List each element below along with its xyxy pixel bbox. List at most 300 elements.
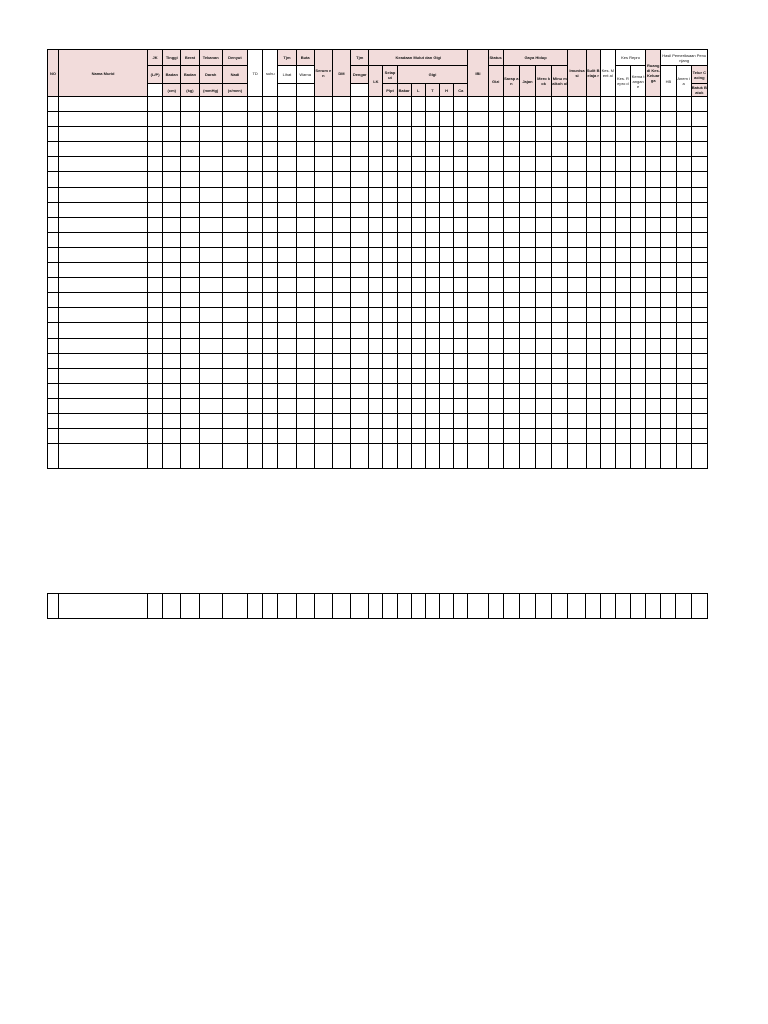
table-cell[interactable] <box>586 202 600 217</box>
table-cell[interactable] <box>519 368 535 383</box>
table-cell[interactable] <box>383 323 397 338</box>
table-cell[interactable] <box>440 444 454 469</box>
table-cell[interactable] <box>519 247 535 262</box>
table-cell[interactable] <box>296 594 314 619</box>
table-cell[interactable] <box>615 293 630 308</box>
table-cell[interactable] <box>488 429 503 444</box>
table-cell[interactable] <box>59 202 148 217</box>
table-cell[interactable] <box>646 142 661 157</box>
table-cell[interactable] <box>615 217 630 232</box>
table-cell[interactable] <box>552 157 568 172</box>
table-cell[interactable] <box>397 202 411 217</box>
table-cell[interactable] <box>586 293 600 308</box>
table-cell[interactable] <box>440 187 454 202</box>
table-cell[interactable] <box>296 187 314 202</box>
table-cell[interactable] <box>600 202 615 217</box>
table-cell[interactable] <box>676 232 691 247</box>
table-cell[interactable] <box>397 263 411 278</box>
table-cell[interactable] <box>552 97 568 112</box>
table-cell[interactable] <box>314 338 332 353</box>
table-cell[interactable] <box>661 157 676 172</box>
table-cell[interactable] <box>631 247 646 262</box>
table-cell[interactable] <box>468 127 488 142</box>
table-cell[interactable] <box>586 97 600 112</box>
table-cell[interactable] <box>148 383 163 398</box>
table-cell[interactable] <box>248 444 263 469</box>
table-cell[interactable] <box>676 127 691 142</box>
table-cell[interactable] <box>314 323 332 338</box>
table-cell[interactable] <box>222 142 247 157</box>
table-cell[interactable] <box>488 353 503 368</box>
table-cell[interactable] <box>676 338 691 353</box>
table-cell[interactable] <box>163 413 181 428</box>
table-cell[interactable] <box>646 398 661 413</box>
table-cell[interactable] <box>383 232 397 247</box>
table-cell[interactable] <box>488 232 503 247</box>
table-cell[interactable] <box>369 247 383 262</box>
table-cell[interactable] <box>586 172 600 187</box>
table-cell[interactable] <box>615 97 630 112</box>
table-cell[interactable] <box>397 293 411 308</box>
table-cell[interactable] <box>59 368 148 383</box>
table-cell[interactable] <box>676 142 691 157</box>
table-cell[interactable] <box>411 97 425 112</box>
table-cell[interactable] <box>199 444 222 469</box>
table-cell[interactable] <box>314 278 332 293</box>
table-cell[interactable] <box>503 187 519 202</box>
table-cell[interactable] <box>48 308 59 323</box>
table-cell[interactable] <box>369 323 383 338</box>
table-cell[interactable] <box>691 338 707 353</box>
table-cell[interactable] <box>48 594 59 619</box>
table-cell[interactable] <box>222 217 247 232</box>
table-cell[interactable] <box>600 594 615 619</box>
table-cell[interactable] <box>691 232 707 247</box>
table-cell[interactable] <box>148 323 163 338</box>
table-cell[interactable] <box>263 112 278 127</box>
table-cell[interactable] <box>351 142 369 157</box>
table-cell[interactable] <box>488 247 503 262</box>
table-cell[interactable] <box>351 398 369 413</box>
table-cell[interactable] <box>488 413 503 428</box>
table-cell[interactable] <box>48 97 59 112</box>
table-cell[interactable] <box>199 232 222 247</box>
table-cell[interactable] <box>552 368 568 383</box>
table-cell[interactable] <box>586 323 600 338</box>
table-cell[interactable] <box>646 263 661 278</box>
table-cell[interactable] <box>568 323 586 338</box>
table-cell[interactable] <box>661 217 676 232</box>
table-cell[interactable] <box>503 429 519 444</box>
table-cell[interactable] <box>59 263 148 278</box>
table-cell[interactable] <box>454 172 468 187</box>
table-cell[interactable] <box>199 247 222 262</box>
table-cell[interactable] <box>691 263 707 278</box>
table-cell[interactable] <box>631 97 646 112</box>
table-cell[interactable] <box>411 293 425 308</box>
table-cell[interactable] <box>332 338 350 353</box>
table-cell[interactable] <box>631 293 646 308</box>
table-cell[interactable] <box>397 353 411 368</box>
table-cell[interactable] <box>468 368 488 383</box>
table-cell[interactable] <box>222 97 247 112</box>
table-cell[interactable] <box>454 142 468 157</box>
table-cell[interactable] <box>369 97 383 112</box>
table-cell[interactable] <box>296 293 314 308</box>
table-cell[interactable] <box>148 293 163 308</box>
table-cell[interactable] <box>263 187 278 202</box>
table-cell[interactable] <box>148 444 163 469</box>
table-cell[interactable] <box>425 202 439 217</box>
table-cell[interactable] <box>425 142 439 157</box>
table-cell[interactable] <box>661 429 676 444</box>
table-cell[interactable] <box>199 429 222 444</box>
table-cell[interactable] <box>248 278 263 293</box>
table-cell[interactable] <box>397 157 411 172</box>
table-cell[interactable] <box>383 278 397 293</box>
table-cell[interactable] <box>488 444 503 469</box>
table-cell[interactable] <box>425 323 439 338</box>
table-cell[interactable] <box>314 232 332 247</box>
table-cell[interactable] <box>676 383 691 398</box>
table-cell[interactable] <box>503 157 519 172</box>
table-cell[interactable] <box>552 247 568 262</box>
table-cell[interactable] <box>383 429 397 444</box>
table-cell[interactable] <box>691 127 707 142</box>
table-cell[interactable] <box>278 232 296 247</box>
table-cell[interactable] <box>425 338 439 353</box>
table-cell[interactable] <box>568 293 586 308</box>
table-cell[interactable] <box>568 127 586 142</box>
table-cell[interactable] <box>314 293 332 308</box>
table-cell[interactable] <box>676 217 691 232</box>
table-cell[interactable] <box>691 172 707 187</box>
table-cell[interactable] <box>676 157 691 172</box>
table-cell[interactable] <box>397 142 411 157</box>
table-cell[interactable] <box>646 368 661 383</box>
table-cell[interactable] <box>278 97 296 112</box>
table-cell[interactable] <box>488 263 503 278</box>
table-cell[interactable] <box>222 413 247 428</box>
table-cell[interactable] <box>661 202 676 217</box>
table-cell[interactable] <box>615 187 630 202</box>
table-cell[interactable] <box>59 142 148 157</box>
table-cell[interactable] <box>263 594 278 619</box>
table-cell[interactable] <box>631 323 646 338</box>
table-cell[interactable] <box>519 202 535 217</box>
table-cell[interactable] <box>503 142 519 157</box>
table-cell[interactable] <box>468 293 488 308</box>
table-cell[interactable] <box>296 323 314 338</box>
table-cell[interactable] <box>691 429 707 444</box>
table-cell[interactable] <box>48 112 59 127</box>
table-cell[interactable] <box>440 323 454 338</box>
table-cell[interactable] <box>296 413 314 428</box>
table-cell[interactable] <box>691 308 707 323</box>
table-cell[interactable] <box>222 338 247 353</box>
table-cell[interactable] <box>586 232 600 247</box>
table-cell[interactable] <box>248 413 263 428</box>
table-cell[interactable] <box>248 232 263 247</box>
table-cell[interactable] <box>691 368 707 383</box>
table-cell[interactable] <box>369 429 383 444</box>
table-cell[interactable] <box>148 398 163 413</box>
table-cell[interactable] <box>454 413 468 428</box>
table-cell[interactable] <box>199 142 222 157</box>
table-cell[interactable] <box>631 112 646 127</box>
table-cell[interactable] <box>454 383 468 398</box>
table-cell[interactable] <box>488 157 503 172</box>
table-cell[interactable] <box>468 413 488 428</box>
table-cell[interactable] <box>488 217 503 232</box>
table-cell[interactable] <box>691 323 707 338</box>
table-cell[interactable] <box>615 127 630 142</box>
table-cell[interactable] <box>568 308 586 323</box>
table-cell[interactable] <box>411 383 425 398</box>
table-cell[interactable] <box>314 263 332 278</box>
table-cell[interactable] <box>568 353 586 368</box>
table-cell[interactable] <box>535 594 551 619</box>
table-cell[interactable] <box>691 383 707 398</box>
table-cell[interactable] <box>397 398 411 413</box>
table-cell[interactable] <box>646 97 661 112</box>
table-cell[interactable] <box>296 338 314 353</box>
table-cell[interactable] <box>59 323 148 338</box>
table-cell[interactable] <box>369 368 383 383</box>
table-cell[interactable] <box>199 278 222 293</box>
table-cell[interactable] <box>488 112 503 127</box>
table-cell[interactable] <box>586 444 600 469</box>
table-cell[interactable] <box>383 142 397 157</box>
table-cell[interactable] <box>332 202 350 217</box>
table-cell[interactable] <box>425 157 439 172</box>
table-cell[interactable] <box>691 444 707 469</box>
table-cell[interactable] <box>691 247 707 262</box>
table-cell[interactable] <box>661 413 676 428</box>
table-cell[interactable] <box>163 398 181 413</box>
table-cell[interactable] <box>199 353 222 368</box>
table-cell[interactable] <box>296 127 314 142</box>
table-cell[interactable] <box>59 232 148 247</box>
table-cell[interactable] <box>454 157 468 172</box>
table-cell[interactable] <box>631 142 646 157</box>
table-cell[interactable] <box>454 293 468 308</box>
table-cell[interactable] <box>552 413 568 428</box>
table-cell[interactable] <box>222 157 247 172</box>
table-cell[interactable] <box>181 278 199 293</box>
table-cell[interactable] <box>615 323 630 338</box>
table-cell[interactable] <box>536 338 552 353</box>
table-cell[interactable] <box>454 127 468 142</box>
table-cell[interactable] <box>411 368 425 383</box>
table-cell[interactable] <box>48 127 59 142</box>
table-cell[interactable] <box>351 383 369 398</box>
table-cell[interactable] <box>383 217 397 232</box>
table-cell[interactable] <box>411 232 425 247</box>
table-cell[interactable] <box>646 172 661 187</box>
table-cell[interactable] <box>568 444 586 469</box>
table-cell[interactable] <box>536 217 552 232</box>
table-cell[interactable] <box>59 247 148 262</box>
table-cell[interactable] <box>646 127 661 142</box>
table-cell[interactable] <box>631 187 646 202</box>
table-cell[interactable] <box>278 353 296 368</box>
table-cell[interactable] <box>440 202 454 217</box>
table-cell[interactable] <box>691 187 707 202</box>
table-cell[interactable] <box>296 157 314 172</box>
table-cell[interactable] <box>600 353 615 368</box>
table-cell[interactable] <box>519 127 535 142</box>
table-cell[interactable] <box>263 247 278 262</box>
table-cell[interactable] <box>48 187 59 202</box>
table-cell[interactable] <box>163 368 181 383</box>
table-cell[interactable] <box>296 444 314 469</box>
table-cell[interactable] <box>222 594 247 619</box>
table-cell[interactable] <box>314 127 332 142</box>
table-cell[interactable] <box>568 142 586 157</box>
table-cell[interactable] <box>181 232 199 247</box>
table-cell[interactable] <box>676 97 691 112</box>
table-cell[interactable] <box>568 413 586 428</box>
table-cell[interactable] <box>676 444 691 469</box>
table-cell[interactable] <box>332 232 350 247</box>
table-cell[interactable] <box>48 217 59 232</box>
table-cell[interactable] <box>503 594 519 619</box>
table-cell[interactable] <box>425 127 439 142</box>
table-cell[interactable] <box>615 413 630 428</box>
table-cell[interactable] <box>468 594 488 619</box>
table-cell[interactable] <box>148 594 163 619</box>
table-cell[interactable] <box>181 398 199 413</box>
table-cell[interactable] <box>248 293 263 308</box>
table-cell[interactable] <box>425 263 439 278</box>
table-cell[interactable] <box>411 338 425 353</box>
table-cell[interactable] <box>181 142 199 157</box>
table-cell[interactable] <box>503 112 519 127</box>
table-cell[interactable] <box>383 353 397 368</box>
table-cell[interactable] <box>332 187 350 202</box>
table-cell[interactable] <box>148 338 163 353</box>
table-cell[interactable] <box>519 142 535 157</box>
table-cell[interactable] <box>661 172 676 187</box>
table-cell[interactable] <box>332 413 350 428</box>
table-cell[interactable] <box>503 232 519 247</box>
table-cell[interactable] <box>263 97 278 112</box>
table-cell[interactable] <box>425 429 439 444</box>
table-cell[interactable] <box>600 232 615 247</box>
table-cell[interactable] <box>425 413 439 428</box>
table-cell[interactable] <box>568 278 586 293</box>
table-cell[interactable] <box>369 278 383 293</box>
table-cell[interactable] <box>222 353 247 368</box>
table-cell[interactable] <box>631 217 646 232</box>
table-cell[interactable] <box>248 127 263 142</box>
table-cell[interactable] <box>440 429 454 444</box>
table-cell[interactable] <box>691 157 707 172</box>
table-cell[interactable] <box>488 127 503 142</box>
table-cell[interactable] <box>278 323 296 338</box>
table-cell[interactable] <box>278 413 296 428</box>
table-cell[interactable] <box>148 278 163 293</box>
table-cell[interactable] <box>163 247 181 262</box>
table-cell[interactable] <box>676 172 691 187</box>
table-cell[interactable] <box>163 127 181 142</box>
table-cell[interactable] <box>411 217 425 232</box>
table-cell[interactable] <box>278 157 296 172</box>
table-cell[interactable] <box>552 278 568 293</box>
table-cell[interactable] <box>222 263 247 278</box>
table-cell[interactable] <box>676 202 691 217</box>
table-cell[interactable] <box>278 187 296 202</box>
table-cell[interactable] <box>314 429 332 444</box>
table-cell[interactable] <box>536 398 552 413</box>
table-cell[interactable] <box>222 368 247 383</box>
table-cell[interactable] <box>425 444 439 469</box>
table-cell[interactable] <box>536 157 552 172</box>
table-cell[interactable] <box>503 444 519 469</box>
table-cell[interactable] <box>222 247 247 262</box>
table-cell[interactable] <box>676 187 691 202</box>
table-cell[interactable] <box>332 323 350 338</box>
table-cell[interactable] <box>586 338 600 353</box>
table-cell[interactable] <box>397 429 411 444</box>
table-cell[interactable] <box>314 202 332 217</box>
table-cell[interactable] <box>568 398 586 413</box>
table-cell[interactable] <box>661 232 676 247</box>
table-cell[interactable] <box>536 97 552 112</box>
table-cell[interactable] <box>646 413 661 428</box>
table-cell[interactable] <box>552 142 568 157</box>
table-cell[interactable] <box>536 278 552 293</box>
table-cell[interactable] <box>263 353 278 368</box>
table-cell[interactable] <box>631 278 646 293</box>
table-cell[interactable] <box>630 594 645 619</box>
table-cell[interactable] <box>600 112 615 127</box>
table-cell[interactable] <box>600 323 615 338</box>
table-cell[interactable] <box>661 278 676 293</box>
table-cell[interactable] <box>468 323 488 338</box>
table-cell[interactable] <box>536 263 552 278</box>
table-cell[interactable] <box>519 338 535 353</box>
table-cell[interactable] <box>519 398 535 413</box>
table-cell[interactable] <box>369 202 383 217</box>
table-cell[interactable] <box>646 217 661 232</box>
table-cell[interactable] <box>631 127 646 142</box>
table-cell[interactable] <box>600 368 615 383</box>
table-cell[interactable] <box>425 368 439 383</box>
table-cell[interactable] <box>397 217 411 232</box>
table-cell[interactable] <box>163 202 181 217</box>
table-cell[interactable] <box>181 97 199 112</box>
table-cell[interactable] <box>586 142 600 157</box>
table-cell[interactable] <box>48 172 59 187</box>
table-cell[interactable] <box>615 383 630 398</box>
table-cell[interactable] <box>691 97 707 112</box>
table-cell[interactable] <box>519 308 535 323</box>
table-cell[interactable] <box>568 263 586 278</box>
table-cell[interactable] <box>278 383 296 398</box>
table-cell[interactable] <box>536 413 552 428</box>
table-cell[interactable] <box>631 413 646 428</box>
table-cell[interactable] <box>615 263 630 278</box>
table-cell[interactable] <box>59 278 148 293</box>
table-cell[interactable] <box>314 217 332 232</box>
table-cell[interactable] <box>454 202 468 217</box>
table-cell[interactable] <box>59 308 148 323</box>
table-cell[interactable] <box>411 308 425 323</box>
table-cell[interactable] <box>600 157 615 172</box>
table-cell[interactable] <box>181 263 199 278</box>
